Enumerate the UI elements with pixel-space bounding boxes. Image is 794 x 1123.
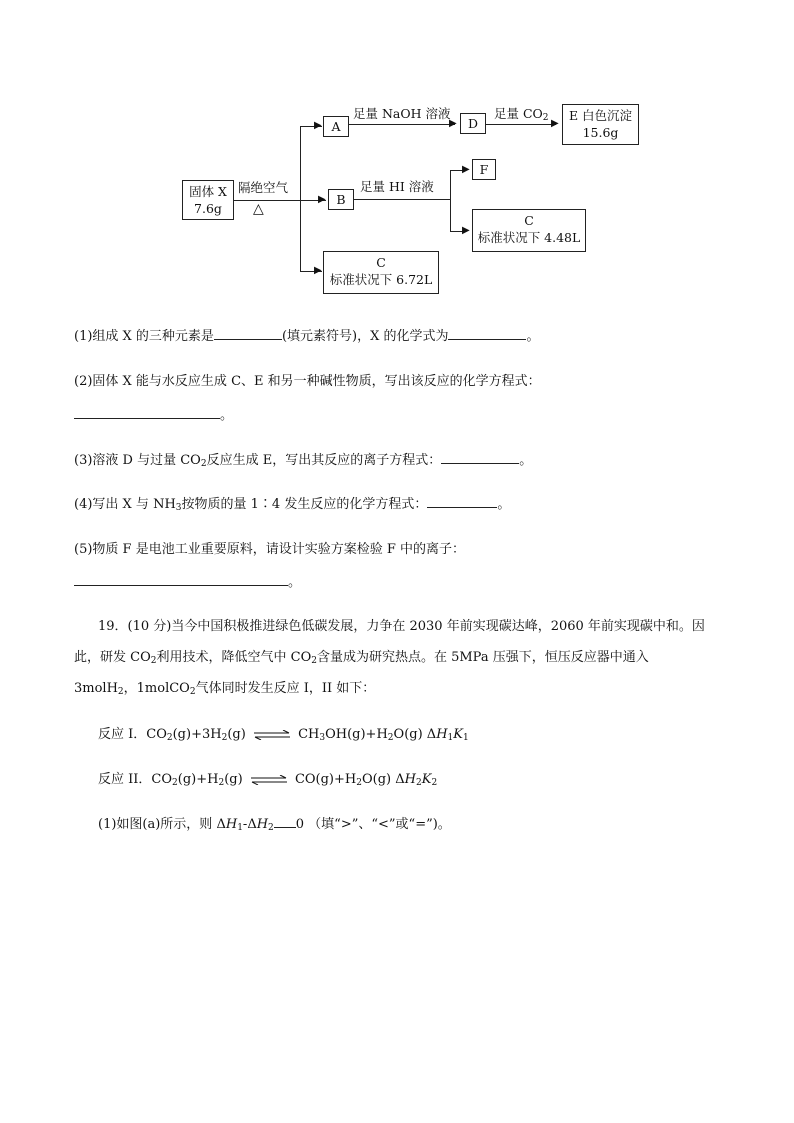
box-e-mass: 15.6g: [582, 125, 619, 140]
equilibrium-constant-symbol: K: [421, 772, 432, 787]
question-text: 。: [288, 575, 302, 590]
question-text: (4)写出 X 与 NH: [74, 497, 176, 512]
question-text: 0 （填“>”、“<”或“=”)。: [295, 817, 451, 832]
question-text: 。: [519, 453, 533, 468]
box-a: A: [323, 116, 349, 137]
box-f: F: [472, 159, 496, 180]
question-text: (5)物质 F 是电池工业重要原料，请设计实验方案检验 F 中的离子：: [74, 542, 465, 557]
equilibrium-arrow-icon: [253, 730, 291, 740]
connector: [450, 170, 451, 232]
box-c-gas-1: [472, 209, 586, 252]
subscript: 2: [311, 656, 317, 666]
box-b: B: [328, 189, 354, 210]
arrow-head: ▶: [314, 120, 322, 131]
subscript: 1: [447, 733, 454, 743]
subscript: 2: [166, 733, 173, 743]
subscript: 1: [462, 733, 469, 743]
naoh-label: 足量 NaOH 溶液: [353, 106, 451, 121]
solid-x-box: [182, 180, 234, 220]
problem-19-line-2: [74, 643, 734, 676]
box-e: [562, 104, 639, 145]
subscript: 2: [172, 778, 178, 788]
arrow-head: ▶: [551, 118, 559, 129]
question-2: [74, 367, 734, 397]
co2-subscript: 2: [542, 113, 549, 123]
answer-blank[interactable]: [427, 493, 497, 508]
answer-blank[interactable]: [214, 325, 282, 340]
reaction-text: CH: [298, 727, 320, 742]
connector: [486, 124, 556, 125]
box-c-name: C: [376, 255, 386, 270]
reaction-text: (g): [224, 772, 243, 787]
hi-label: 足量 HI 溶液: [360, 179, 434, 194]
subscript: 2: [218, 778, 225, 788]
reaction-text: O(g) Δ: [393, 727, 437, 742]
problem-text: 含量成为研究热点。在 5MPa 压强下，恒压反应器中通入: [316, 650, 649, 665]
problem-text: ，1molCO: [123, 681, 190, 696]
subscript: 2: [431, 778, 438, 788]
connector: [300, 126, 301, 272]
problem-text: 19．(10 分)当今中国积极推进绿色低碳发展，力争在 2030 年前实现碳达峰，2060 年前实现碳中和。因: [98, 619, 705, 634]
heat-symbol: △: [253, 201, 264, 217]
connector: [349, 124, 455, 125]
reaction-text: 反应 II．CO: [98, 772, 173, 787]
question-text: 按物质的量 1∶4 发生反应的化学方程式：: [181, 497, 428, 512]
answer-blank[interactable]: [74, 571, 288, 586]
equilibrium-constant-symbol: K: [453, 727, 463, 742]
problem-text: 3molH: [74, 681, 118, 696]
solid-x-name: 固体 X: [189, 184, 227, 199]
question-4: [74, 490, 734, 523]
subscript: 1: [237, 823, 243, 833]
arrow-head: ▶: [314, 265, 322, 276]
reaction-text: (g)+H: [177, 772, 219, 787]
connector: [354, 199, 450, 200]
solid-x-mass: 7.6g: [194, 201, 222, 216]
box-c-gas-2: [323, 251, 439, 294]
enthalpy-symbol: H: [404, 772, 416, 787]
subscript: 2: [221, 733, 228, 743]
condition-label: 隔绝空气: [238, 180, 289, 195]
flow-diagram: [0, 0, 794, 310]
question-1: [74, 322, 734, 352]
problem-text: 利用技术，降低空气中 CO: [156, 650, 312, 665]
subscript: 2: [356, 778, 362, 788]
question-text: 反应生成 E，写出其反应的离子方程式：: [206, 453, 442, 468]
co2-label: [494, 106, 549, 126]
subscript: 2: [150, 656, 157, 666]
arrow-head: ▶: [318, 194, 326, 205]
problem-text: 气体同时发生反应 I，II 如下：: [195, 681, 376, 696]
question-text: 。: [220, 408, 234, 423]
reaction-2: [98, 765, 758, 798]
enthalpy-symbol: H: [436, 727, 448, 742]
reaction-text: (g): [227, 727, 246, 742]
question-5: [74, 535, 734, 565]
subscript: 2: [189, 687, 196, 697]
question-5-answer: [74, 568, 734, 598]
problem-19-question-1: [98, 810, 758, 843]
box-c-volume: 标准状况下 4.48L: [477, 230, 581, 245]
subscript: 2: [387, 733, 394, 743]
box-e-name: E 白色沉淀: [568, 108, 633, 123]
box-d: D: [460, 113, 486, 134]
question-2-answer: [74, 401, 734, 431]
answer-blank[interactable]: [448, 325, 526, 340]
enthalpy-symbol: H: [256, 817, 269, 832]
arrow-head: ▶: [462, 225, 470, 236]
question-text: (2)固体 X 能与水反应生成 C、E 和另一种碱性物质，写出该反应的化学方程式：: [74, 374, 541, 389]
box-c-name: C: [524, 213, 534, 228]
subscript: 3: [175, 503, 182, 513]
subscript: 2: [268, 823, 274, 833]
box-c-volume: 标准状况下 6.72L: [329, 272, 433, 287]
question-text: -Δ: [242, 817, 257, 832]
problem-text: 此，研发 CO: [74, 650, 151, 665]
answer-blank[interactable]: [441, 449, 519, 464]
subscript: 2: [200, 459, 207, 469]
co2-text: 足量 CO: [494, 106, 543, 121]
arrow-head: ▶: [449, 118, 457, 129]
question-3: [74, 446, 734, 479]
subscript: 2: [117, 687, 124, 697]
question-text: (填元素符号)，X 的化学式为: [281, 329, 449, 344]
arrow-head: ▶: [462, 164, 470, 175]
problem-19-line-1: [98, 612, 758, 642]
answer-blank[interactable]: [274, 813, 296, 828]
enthalpy-symbol: H: [225, 817, 238, 832]
reaction-text: CO(g)+H: [294, 772, 357, 787]
reaction-1: [98, 720, 758, 753]
problem-19-line-3: [74, 674, 734, 707]
question-text: (1)组成 X 的三种元素是: [74, 329, 214, 344]
question-text: 。: [497, 497, 511, 512]
question-text: (1)如图(a)所示，则 Δ: [98, 817, 226, 832]
connector: [234, 200, 301, 201]
reaction-text: 反应 I．CO: [98, 727, 167, 742]
reaction-text: OH(g)+H: [325, 727, 388, 742]
question-text: (3)溶液 D 与过量 CO: [74, 453, 201, 468]
subscript: 3: [319, 733, 326, 743]
question-text: 。: [526, 329, 540, 344]
reaction-text: O(g) Δ: [361, 772, 405, 787]
subscript: 2: [415, 778, 422, 788]
answer-blank[interactable]: [74, 404, 220, 419]
reaction-text: (g)+3H: [172, 727, 222, 742]
equilibrium-arrow-icon: [250, 775, 288, 785]
